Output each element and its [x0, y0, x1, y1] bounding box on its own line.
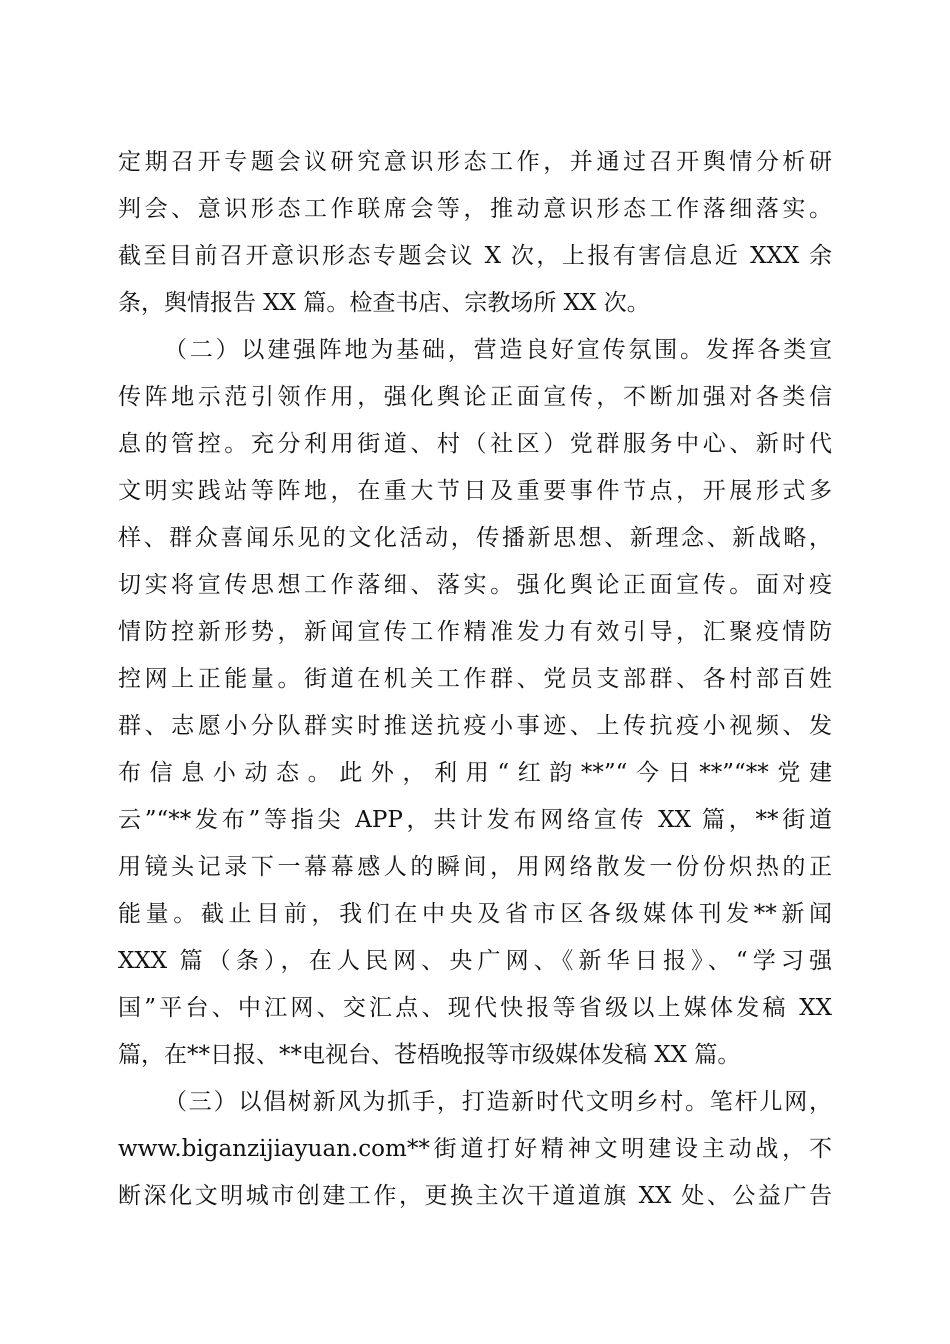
- text-line: 情防控新形势，新闻宣传工作精准发力有效引导，汇聚疫情防: [118, 619, 832, 645]
- text-line: www.biganzijiayuan.com**街道打好精神文明建设主动战，不: [118, 1136, 832, 1162]
- text-line: 定期召开专题会议研究意识形态工作，并通过召开舆情分析研: [118, 149, 832, 175]
- text-line: 布信息小动态。此外，利用“红韵**”“今日**”“**党建: [118, 760, 832, 786]
- text-line: 文明实践站等阵地，在重大节日及重要事件节点，开展形式多: [118, 478, 832, 504]
- text-line: 篇，在**日报、**电视台、苍梧晚报等市级媒体发稿 XX 篇。: [118, 1042, 741, 1068]
- text-line: 息的管控。充分利用街道、村（社区）党群服务中心、新时代: [118, 431, 832, 457]
- text-line: 传阵地示范引领作用，强化舆论正面宣传，不断加强对各类信: [118, 384, 832, 410]
- text-line: 控网上正能量。街道在机关工作群、党员支部群、各村部百姓: [118, 666, 832, 692]
- text-line: 样、群众喜闻乐见的文化活动，传播新思想、新理念、新战略，: [118, 525, 832, 551]
- text-line: 截至目前召开意识形态专题会议 X 次，上报有害信息近 XXX 余: [118, 243, 832, 269]
- section-heading-line: （三）以倡树新风为抓手，打造新时代文明乡村。笔杆儿网，: [164, 1089, 832, 1115]
- text-line: 判会、意识形态工作联席会等，推动意识形态工作落细落实。: [118, 196, 832, 222]
- text-line: XXX 篇（条），在人民网、央广网、《新华日报》、“学习强: [118, 948, 832, 974]
- text-line: 用镜头记录下一幕幕感人的瞬间，用网络散发一份份炽热的正: [118, 854, 832, 880]
- text-line: 条，舆情报告 XX 篇。检查书店、宗教场所 XX 次。: [118, 290, 650, 316]
- text-line: 国”平台、中江网、交汇点、现代快报等省级以上媒体发稿 XX: [118, 995, 832, 1021]
- text-line: 能量。截止目前，我们在中央及省市区各级媒体刊发**新闻: [118, 901, 832, 927]
- text-line: 断深化文明城市创建工作，更换主次干道道旗 XX 处、公益广告: [118, 1183, 832, 1209]
- text-line: 云”“**发布”等指尖 APP，共计发布网络宣传 XX 篇，**街道: [118, 807, 832, 833]
- text-line: 切实将宣传思想工作落细、落实。强化舆论正面宣传。面对疫: [118, 572, 832, 598]
- section-heading-line: （二）以建强阵地为基础，营造良好宣传氛围。发挥各类宣: [164, 337, 832, 363]
- text-line: 群、志愿小分队群实时推送抗疫小事迹、上传抗疫小视频、发: [118, 713, 832, 739]
